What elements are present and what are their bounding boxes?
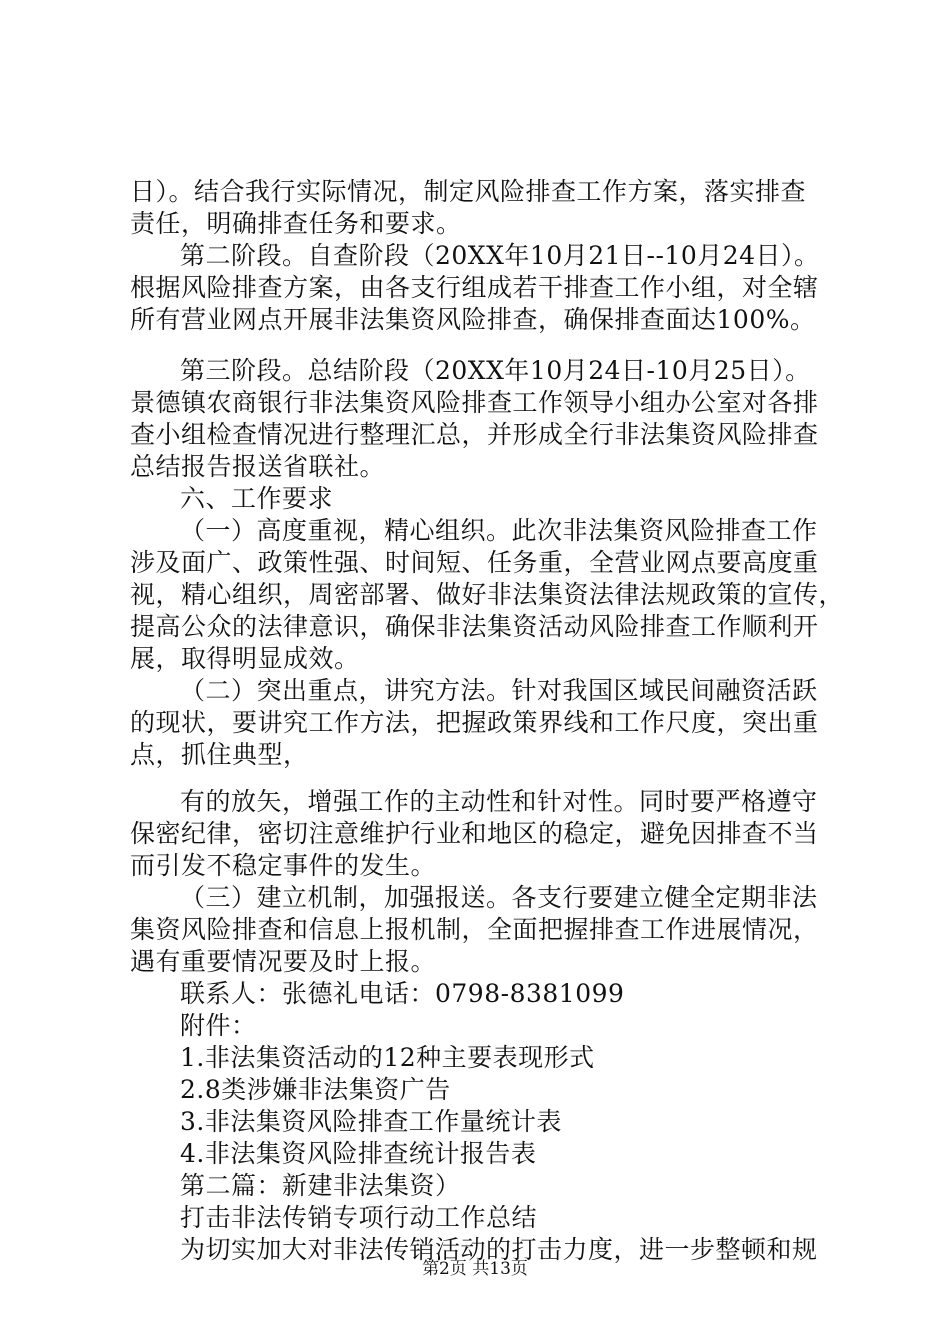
body-line: 遇有重要情况要及时上报。 <box>130 947 437 976</box>
attachment-item: 1.非法集资活动的12种主要表现形式 <box>180 1043 595 1072</box>
body-line: 景德镇农商银行非法集资风险排查工作领导小组办公室对各排 <box>130 388 819 417</box>
chapter-title: 打击非法传销专项行动工作总结 <box>180 1203 538 1232</box>
body-line: 而引发不稳定事件的发生。 <box>130 851 437 880</box>
body-line: 第二阶段。自查阶段（20XX年10月21日--10月24日）。 <box>180 241 820 270</box>
body-line: 根据风险排查方案，由各支行组成若干排查工作小组，对全辖 <box>130 273 819 302</box>
body-line: 展，取得明显成效。 <box>130 644 360 673</box>
body-line: 视，精心组织，周密部署、做好非法集资法律法规政策的宣传， <box>130 580 845 609</box>
attachment-item: 2.8类涉嫌非法集资广告 <box>180 1075 451 1104</box>
body-line: 提高公众的法律意识，确保非法集资活动风险排查工作顺利开 <box>130 612 819 641</box>
chapter-heading: 第二篇：新建非法集资） <box>180 1171 461 1200</box>
body-line: 日）。结合我行实际情况，制定风险排查工作方案，落实排查 <box>130 177 807 206</box>
body-line: 集资风险排查和信息上报机制，全面把握排查工作进展情况， <box>130 915 819 944</box>
body-line: （二）突出重点，讲究方法。针对我国区域民间融资活跃 <box>180 676 818 705</box>
body-line: 第三阶段。总结阶段（20XX年10月24日-10月25日）。 <box>180 356 811 385</box>
body-line: 保密纪律，密切注意维护行业和地区的稳定，避免因排查不当 <box>130 819 819 848</box>
body-line: （一）高度重视，精心组织。此次非法集资风险排查工作 <box>180 516 818 545</box>
page-number-footer: 第2页 共13页 <box>422 1259 528 1279</box>
contact-line: 联系人：张德礼电话：0798-8381099 <box>180 979 625 1008</box>
body-line: （三）建立机制，加强报送。各支行要建立健全定期非法 <box>180 883 818 912</box>
body-line: 所有营业网点开展非法集资风险排查，确保排查面达100%。 <box>130 305 816 334</box>
body-line: 为切实加大对非法传销活动的打击力度，进一步整顿和规 <box>180 1235 818 1264</box>
body-line: 涉及面广、政策性强、时间短、任务重，全营业网点要高度重 <box>130 548 819 577</box>
attachment-item: 4.非法集资风险排查统计报告表 <box>180 1139 537 1168</box>
body-line: 总结报告报送省联社。 <box>130 452 386 481</box>
body-line: 有的放矢，增强工作的主动性和针对性。同时要严格遵守 <box>180 787 818 816</box>
attachment-heading: 附件： <box>180 1011 257 1040</box>
attachment-item: 3.非法集资风险排查工作量统计表 <box>180 1107 562 1136</box>
body-line: 的现状，要讲究工作方法，把握政策界线和工作尺度，突出重 <box>130 708 819 737</box>
body-line: 责任，明确排查任务和要求。 <box>130 209 462 238</box>
section-heading: 六、工作要求 <box>180 484 334 513</box>
body-line: 点，抓住典型， <box>130 740 309 769</box>
body-line: 查小组检查情况进行整理汇总，并形成全行非法集资风险排查 <box>130 420 819 449</box>
